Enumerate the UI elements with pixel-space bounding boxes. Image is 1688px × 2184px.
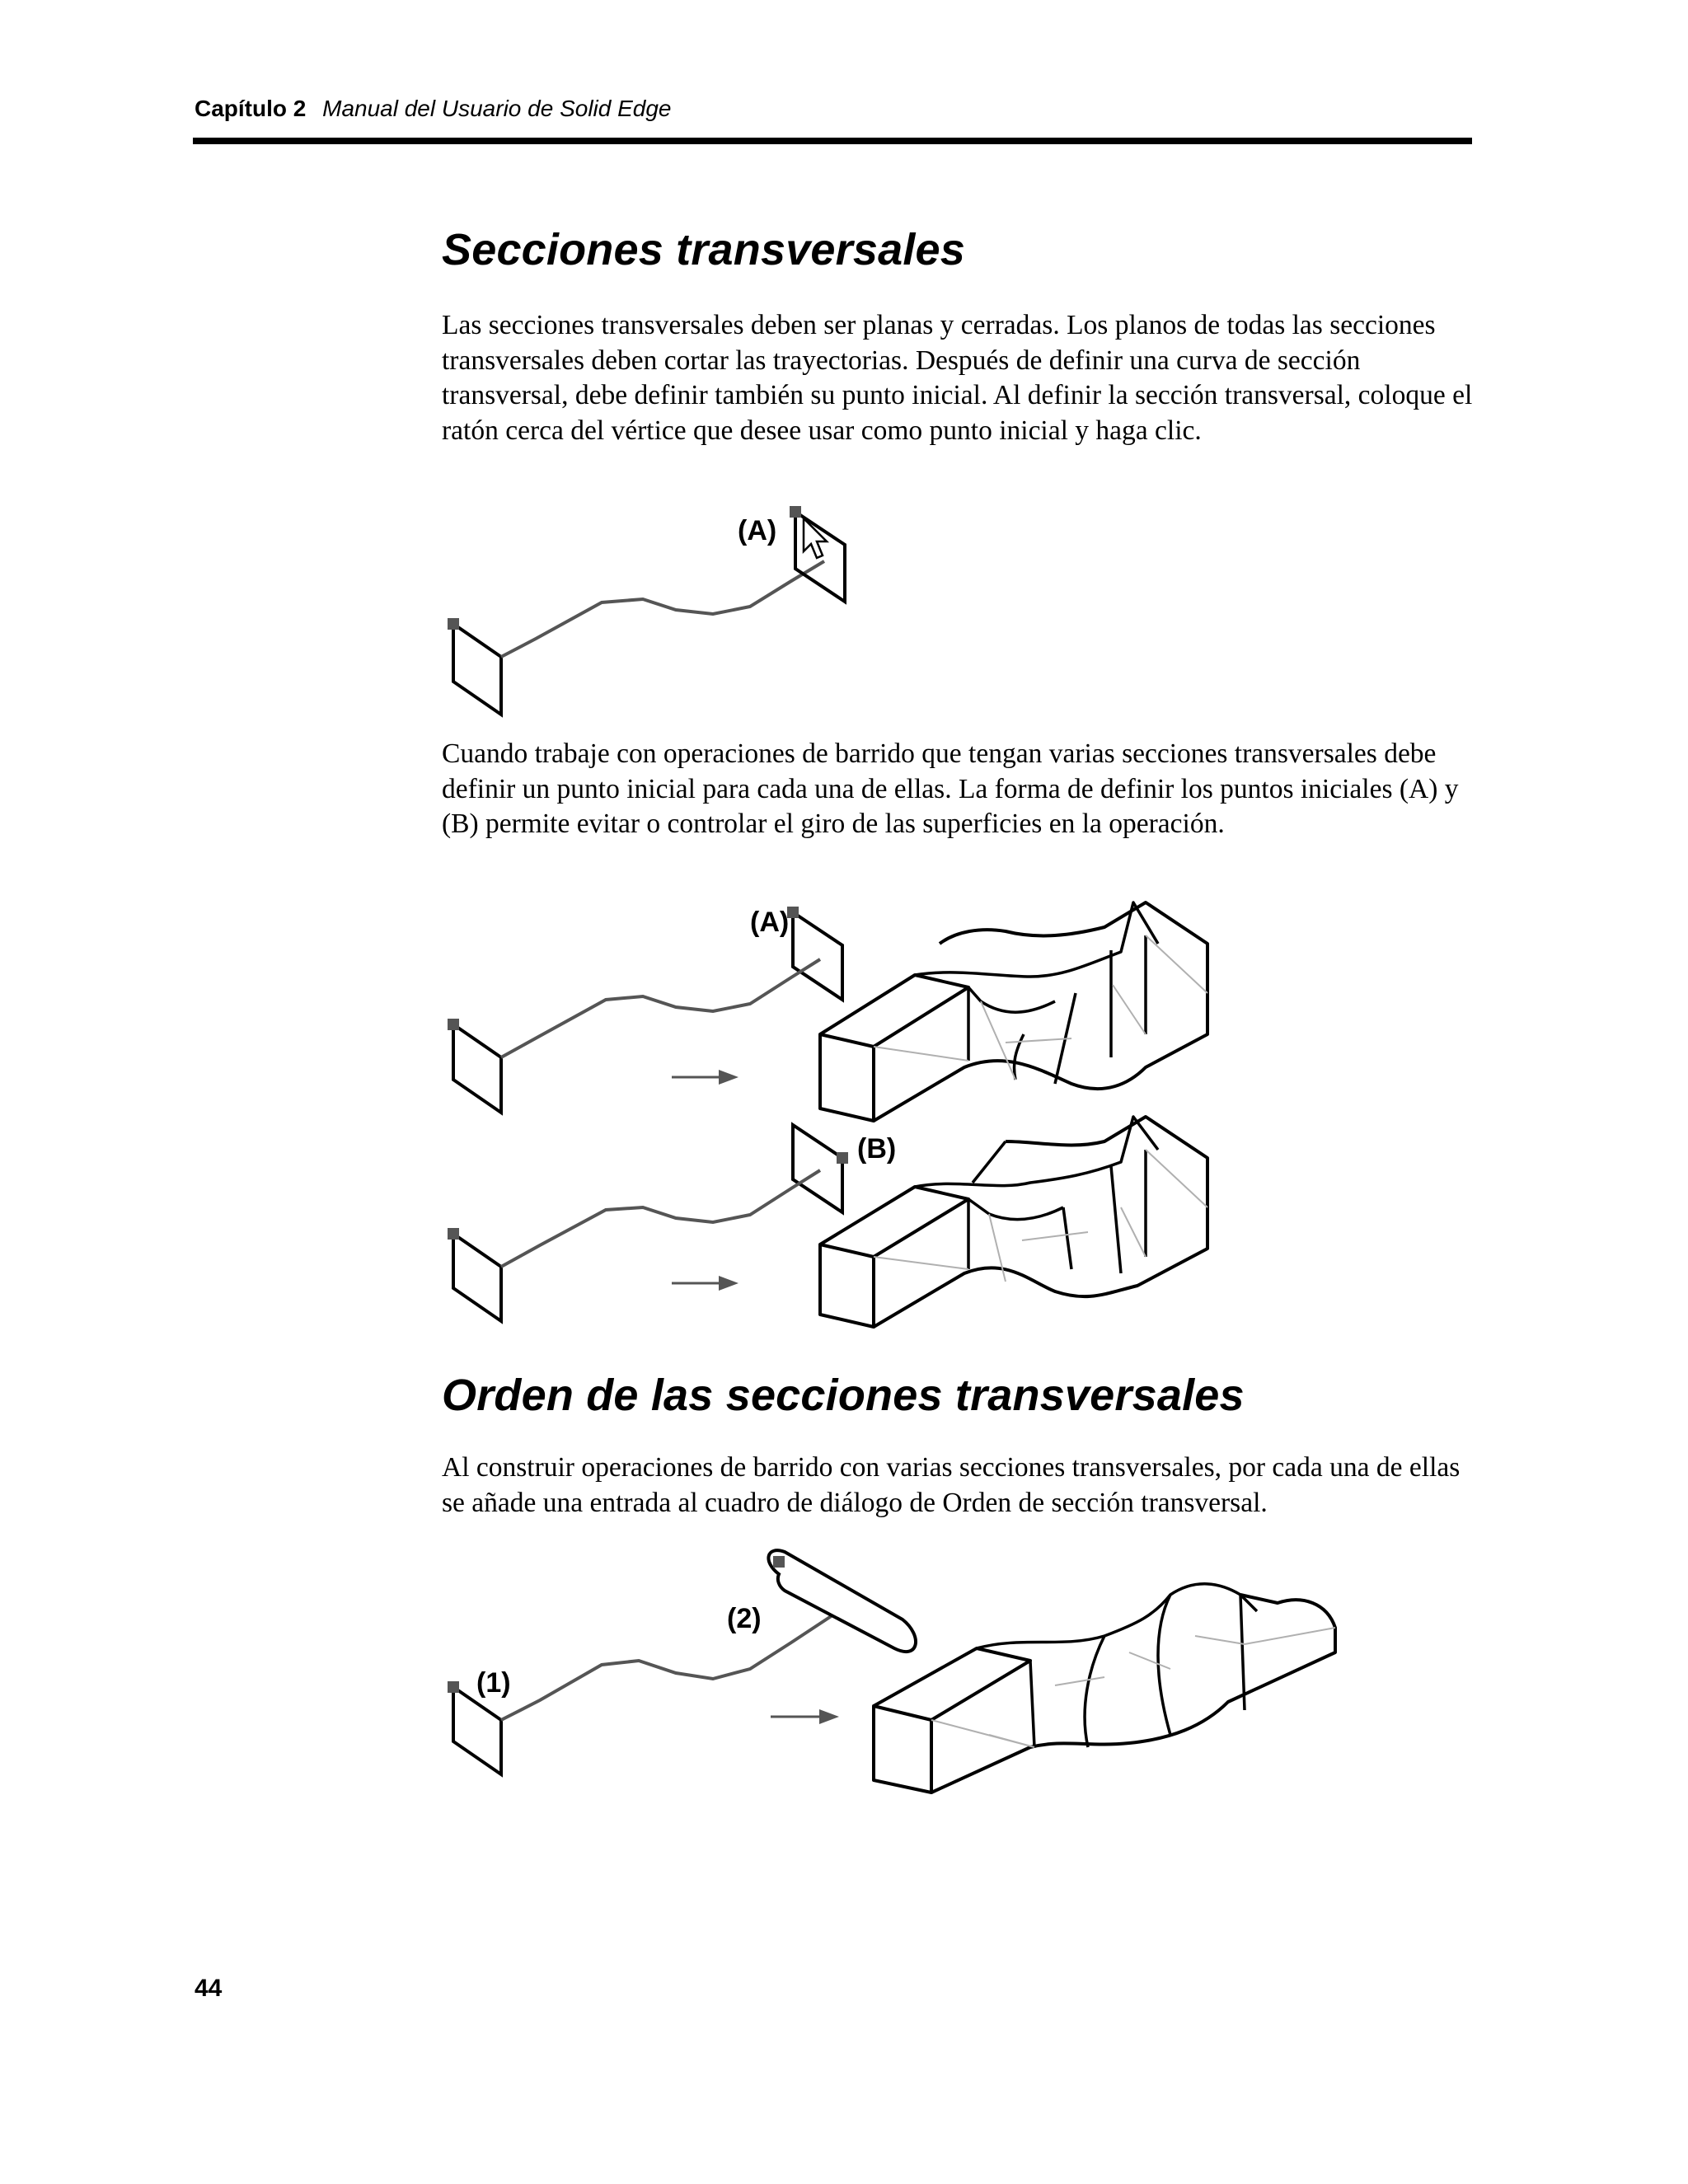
section-1-start-marker (448, 1681, 459, 1693)
paragraph-cross-section-order: Al construir operaciones de barrido con varias secciones transversales, por cada una de ellas se añade una entrada al cuadro de diálogo de Orden de sección transversal. (442, 1452, 1461, 1518)
paragraph-cross-sections-intro: Las secciones transversales deben ser planas y cerradas. Los planos de todas las secciones transversales deben cortar las trayectorias. Después de definir una curva de sección transversal, debe definir también su punto inicial. Al definir la sección transversal, coloque el ratón cerca del vértice que desee usar como punto inicial y haga clic. (442, 310, 1473, 446)
row-a-path (501, 959, 820, 1057)
section-2-start-marker (773, 1556, 785, 1568)
header-rule (193, 138, 1472, 144)
row-b-start-marker (448, 1228, 459, 1240)
row-a-swept-solid (820, 902, 1207, 1121)
figure-start-point-twist (429, 894, 1220, 1331)
row-a-label: (A) (750, 907, 790, 938)
section-title-cross-section-order: Orden de las secciones transversales (442, 1371, 1245, 1420)
label-2: (2) (727, 1603, 762, 1634)
swept-solid (874, 1584, 1335, 1793)
section-1 (453, 1687, 501, 1774)
label-a: (A) (738, 515, 777, 546)
figure-start-point-selection (429, 499, 857, 721)
order-arrow (771, 1709, 839, 1724)
start-vertex-marker (448, 618, 459, 630)
row-a-start-marker (448, 1019, 459, 1030)
sweep-path (501, 561, 824, 657)
start-cross-section (453, 624, 501, 715)
section-title-cross-sections: Secciones transversales (442, 225, 966, 274)
chapter-label: Capítulo 2 (195, 96, 307, 121)
row-b-path (501, 1170, 820, 1267)
sweep-path (501, 1615, 832, 1720)
paragraph-multiple-sections: Cuando trabaje con operaciones de barrido que tengan varias secciones transversales debe definir un punto inicial para cada una de ellas. La forma de definir los puntos iniciales (A) y (B) permite evitar o controlar el giro de las superficies en la operación. (442, 738, 1459, 839)
row-b-point-b-marker (837, 1152, 848, 1164)
label-1: (1) (476, 1667, 511, 1699)
row-a-sections (453, 912, 842, 1113)
running-header (195, 96, 672, 122)
page-number: 44 (195, 1975, 223, 2002)
row-b-label: (B) (857, 1133, 897, 1165)
row-b-arrow (672, 1276, 738, 1291)
point-a-marker (790, 506, 801, 518)
section-2 (768, 1550, 916, 1652)
row-a-arrow (672, 1070, 738, 1085)
figure-cross-section-order (429, 1545, 1343, 1801)
row-b-sections (453, 1125, 842, 1321)
manual-title: Manual del Usuario de Solid Edge (322, 96, 672, 121)
